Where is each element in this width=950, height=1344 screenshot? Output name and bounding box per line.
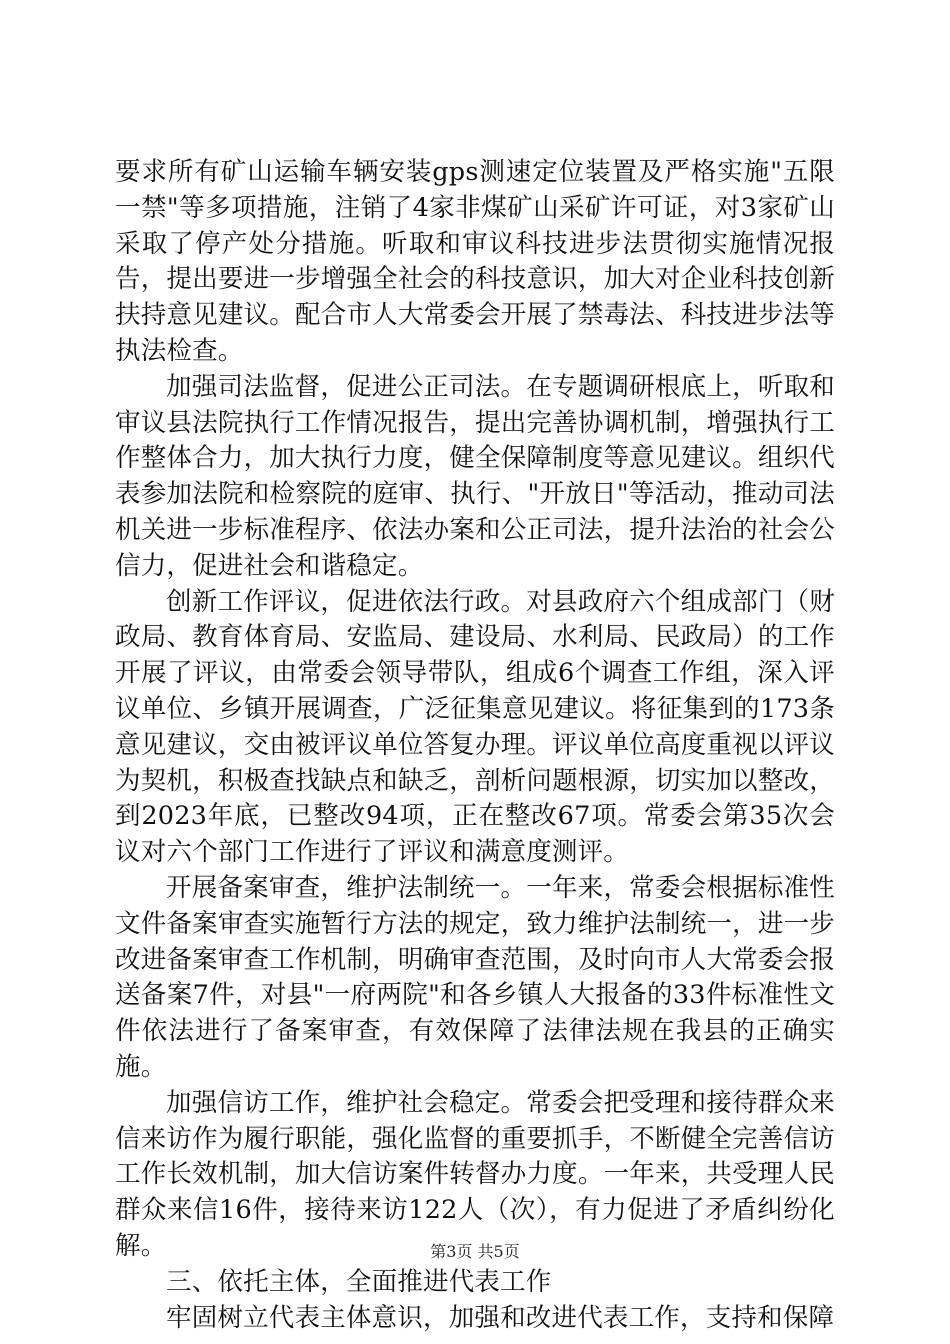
paragraph-work-review: 创新工作评议，促进依法行政。对县政府六个组成部门（财政局、教育体育局、安监局、建设局、水利局、民政局）的工作开展了评议，由常委会领导带队，组成6个调查工作组，深入评议单位、乡镇开展调查，广泛征集意见建议。将征集到的173条意见建议，交由被评议单位答复办理。评议单位高度重视以评议为契机，积极查找缺点和缺乏，剖析问题根源，切实加以整改，到2023年底，已整改94项，正在整改67项。常委会第35次会议对六个部门工作进行了评议和满意度测评。	[115, 586, 835, 868]
page-number: 第3页 共5页	[430, 1242, 520, 1261]
paragraph-judicial-supervision: 加强司法监督，促进公正司法。在专题调研根底上，听取和审议县法院执行工作情况报告，提出完善协调机制，增强执行工作整体合力，加大执行力度，健全保障制度等意见建议。组织代表参加法院和检察院的庭审、执行、"开放日"等活动，推动司法机关进一步标准程序、依法办案和公正司法，提升法治的社会公信力，促进社会和谐稳定。	[115, 371, 835, 581]
paragraph-representative-intro: 牢固树立代表主体意识，加强和改进代表工作，支持和保障	[166, 1302, 835, 1333]
paragraph-mining-measures: 要求所有矿山运输车辆安装gps测速定位装置及严格实施"五限一禁"等多项措施，注销了4家非煤矿山采矿许可证，对3家矿山采取了停产处分措施。听取和审议科技进步法贯彻实施情况报告，提出要进一步增强全社会的科技意识，加大对企业科技创新扶持意见建议。配合市人大常委会开展了禁毒法、科技进步法等执法检查。	[115, 157, 835, 366]
section-heading-representative-work: 三、依托主体，全面推进代表工作	[166, 1266, 552, 1297]
document-body	[115, 155, 835, 1336]
paragraph-filing-review: 开展备案审查，维护法制统一。一年来，常委会根据标准性文件备案审查实施暂行方法的规定，致力维护法制统一，进一步改进备案审查工作机制，明确审查范围，及时向市人大常委会报送备案7件，对县"一府两院"和各乡镇人大报备的33件标准性文件依法进行了备案审查，有效保障了法律法规在我县的正确实施。	[115, 872, 835, 1082]
page-footer	[0, 1242, 950, 1262]
paragraph-petition-work: 加强信访工作，维护社会稳定。常委会把受理和接待群众来信来访作为履行职能，强化监督的重要抓手，不断健全完善信访工作长效机制，加大信访案件转督办力度。一年来，共受理人民群众来信16件，接待来访122人（次），有力促进了矛盾纠纷化解。	[115, 1087, 835, 1261]
